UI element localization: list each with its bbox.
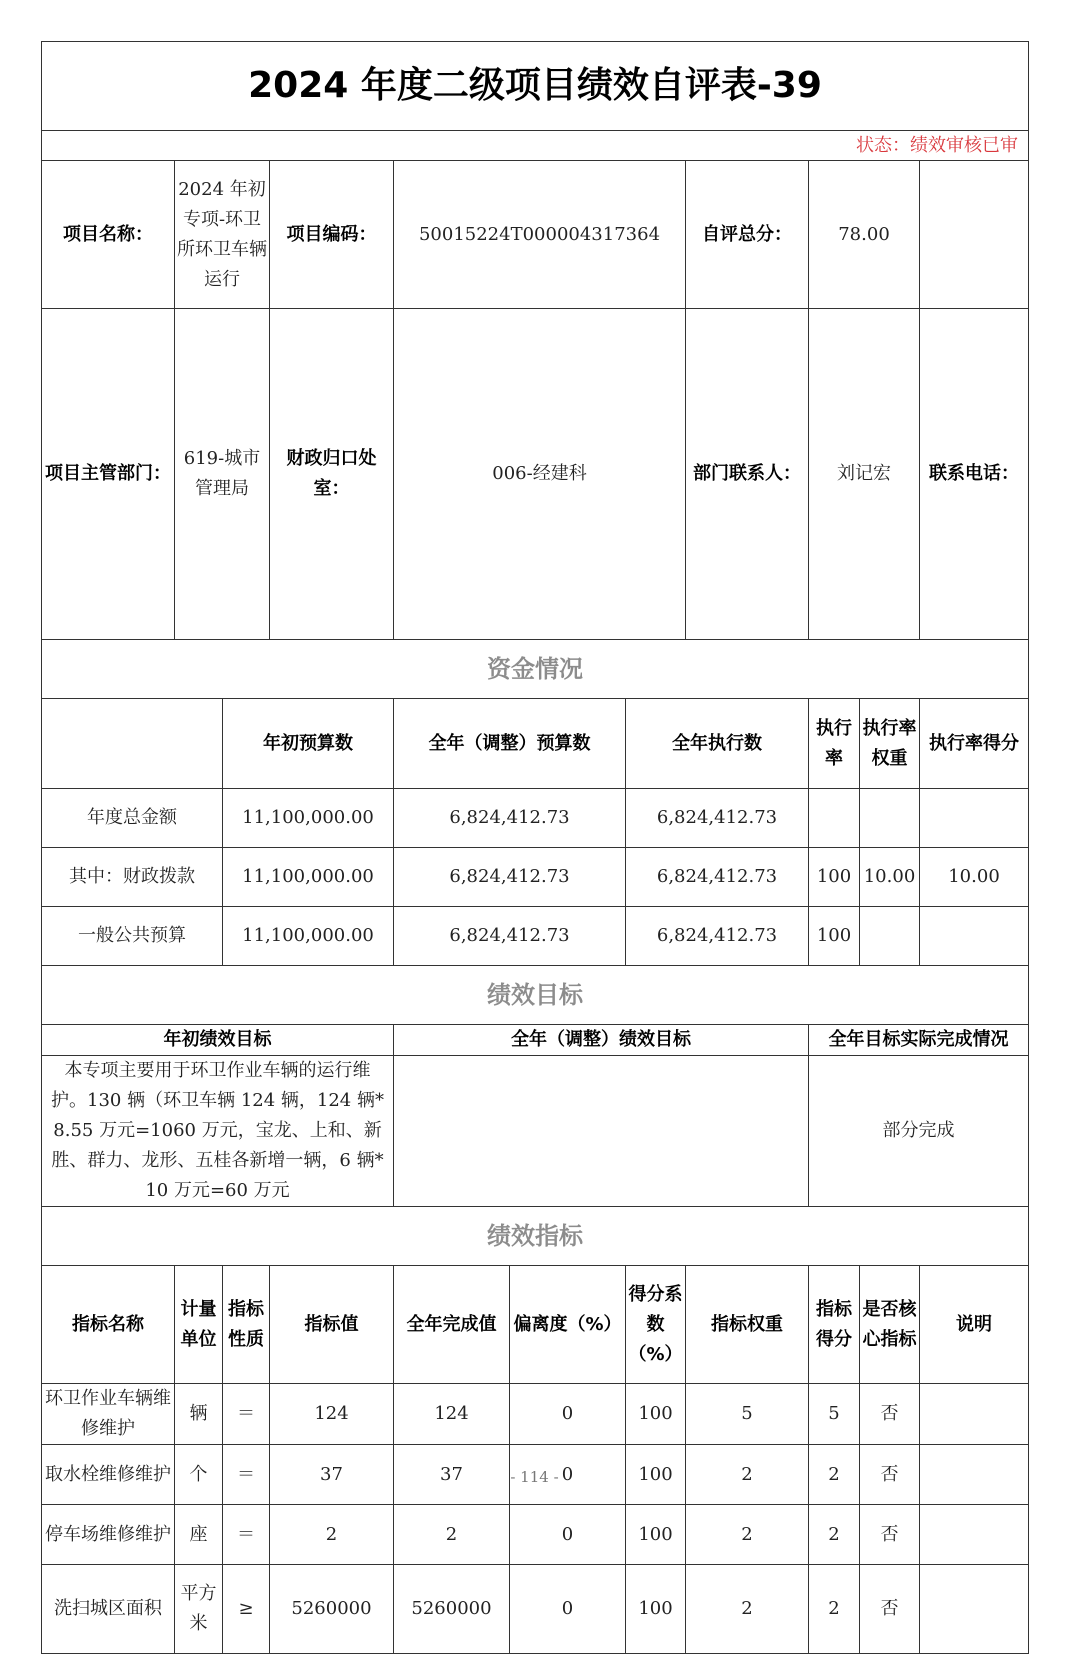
ind-core: 否 bbox=[860, 1505, 920, 1565]
evaluation-sheet bbox=[41, 41, 1028, 1654]
funds-row-executed: 6,824,412.73 bbox=[626, 907, 809, 966]
ind-deviation: 0 bbox=[510, 1565, 626, 1654]
ind-name: 停车场维修维护 bbox=[42, 1505, 175, 1565]
ind-header-unit: 计量单位 bbox=[175, 1266, 223, 1384]
funds-header-weight: 执行率权重 bbox=[860, 699, 920, 789]
ind-note bbox=[920, 1565, 1029, 1654]
funds-row-rate: 100 bbox=[809, 907, 860, 966]
ind-core: 否 bbox=[860, 1445, 920, 1505]
ind-header-coef: 得分系数（%） bbox=[626, 1266, 686, 1384]
funds-row-initial: 11,100,000.00 bbox=[223, 789, 394, 848]
funds-header-empty bbox=[42, 699, 223, 789]
funds-row-adjusted: 6,824,412.73 bbox=[394, 907, 626, 966]
ind-target: 2 bbox=[270, 1505, 394, 1565]
ind-weight: 2 bbox=[686, 1445, 809, 1505]
ind-score: 5 bbox=[809, 1384, 860, 1445]
funds-row-executed: 6,824,412.73 bbox=[626, 848, 809, 907]
ind-target: 37 bbox=[270, 1445, 394, 1505]
ind-coef: 100 bbox=[626, 1565, 686, 1654]
ind-actual: 2 bbox=[394, 1505, 510, 1565]
ind-core: 否 bbox=[860, 1384, 920, 1445]
ind-weight: 2 bbox=[686, 1505, 809, 1565]
ind-note bbox=[920, 1384, 1029, 1445]
ind-unit: 辆 bbox=[175, 1384, 223, 1445]
indicator-row bbox=[42, 1565, 1029, 1654]
funds-row-rate: 100 bbox=[809, 848, 860, 907]
ind-score: 2 bbox=[809, 1565, 860, 1654]
contact-label: 部门联系人： bbox=[686, 309, 809, 640]
ind-header-name: 指标名称 bbox=[42, 1266, 175, 1384]
goals-header-initial: 年初绩效目标 bbox=[42, 1025, 394, 1056]
funds-header-initial: 年初预算数 bbox=[223, 699, 394, 789]
ind-actual: 124 bbox=[394, 1384, 510, 1445]
ind-unit: 座 bbox=[175, 1505, 223, 1565]
funds-row bbox=[42, 848, 1029, 907]
ind-header-note: 说明 bbox=[920, 1266, 1029, 1384]
ind-score: 2 bbox=[809, 1505, 860, 1565]
ind-note bbox=[920, 1505, 1029, 1565]
ind-actual: 5260000 bbox=[394, 1565, 510, 1654]
score-extra-cell bbox=[920, 161, 1029, 309]
funds-row-rate bbox=[809, 789, 860, 848]
goals-section-title: 绩效目标 bbox=[42, 966, 1029, 1025]
ind-name: 取水栓维修维护 bbox=[42, 1445, 175, 1505]
score-label: 自评总分： bbox=[686, 161, 809, 309]
funds-row bbox=[42, 907, 1029, 966]
funds-row-adjusted: 6,824,412.73 bbox=[394, 848, 626, 907]
ind-core: 否 bbox=[860, 1565, 920, 1654]
ind-coef: 100 bbox=[626, 1384, 686, 1445]
score-value: 78.00 bbox=[809, 161, 920, 309]
ind-header-score: 指标得分 bbox=[809, 1266, 860, 1384]
ind-deviation: 0 bbox=[510, 1505, 626, 1565]
dept-label: 项目主管部门： bbox=[42, 309, 175, 640]
funds-row-executed: 6,824,412.73 bbox=[626, 789, 809, 848]
ind-weight: 2 bbox=[686, 1565, 809, 1654]
evaluation-table bbox=[41, 41, 1029, 1654]
goals-adjusted-text bbox=[394, 1056, 809, 1207]
goals-header-adjusted: 全年（调整）绩效目标 bbox=[394, 1025, 809, 1056]
ind-name: 环卫作业车辆维修维护 bbox=[42, 1384, 175, 1445]
finance-value: 006-经建科 bbox=[394, 309, 686, 640]
page-number: - 114 - bbox=[510, 1468, 559, 1486]
contact-value: 刘记宏 bbox=[809, 309, 920, 640]
ind-deviation: 0 bbox=[510, 1445, 626, 1505]
project-code-label: 项目编码： bbox=[270, 161, 394, 309]
ind-nature: ≥ bbox=[223, 1565, 270, 1654]
project-name-value: 2024 年初专项-环卫所环卫车辆运行 bbox=[175, 161, 270, 309]
ind-unit: 个 bbox=[175, 1445, 223, 1505]
funds-row-initial: 11,100,000.00 bbox=[223, 907, 394, 966]
status-badge: 状态：绩效审核已审 bbox=[42, 131, 1029, 161]
funds-row-score bbox=[920, 789, 1029, 848]
ind-unit: 平方米 bbox=[175, 1565, 223, 1654]
ind-deviation: 0 bbox=[510, 1384, 626, 1445]
ind-weight: 5 bbox=[686, 1384, 809, 1445]
indicator-row bbox=[42, 1505, 1029, 1565]
ind-actual: 37 bbox=[394, 1445, 510, 1505]
page-title: 2024 年度二级项目绩效自评表-39 bbox=[42, 42, 1029, 131]
ind-header-core: 是否核心指标 bbox=[860, 1266, 920, 1384]
funds-row-weight: 10.00 bbox=[860, 848, 920, 907]
funds-row-initial: 11,100,000.00 bbox=[223, 848, 394, 907]
funds-row-score: 10.00 bbox=[920, 848, 1029, 907]
ind-coef: 100 bbox=[626, 1505, 686, 1565]
finance-label: 财政归口处室： bbox=[270, 309, 394, 640]
goals-actual-text: 部分完成 bbox=[809, 1056, 1029, 1207]
ind-coef: 100 bbox=[626, 1445, 686, 1505]
funds-header-adjusted: 全年（调整）预算数 bbox=[394, 699, 626, 789]
phone-label: 联系电话： bbox=[920, 309, 1029, 640]
funds-row-name: 一般公共预算 bbox=[42, 907, 223, 966]
funds-header-executed: 全年执行数 bbox=[626, 699, 809, 789]
ind-target: 5260000 bbox=[270, 1565, 394, 1654]
ind-header-weight: 指标权重 bbox=[686, 1266, 809, 1384]
ind-nature: ＝ bbox=[223, 1445, 270, 1505]
ind-name: 洗扫城区面积 bbox=[42, 1565, 175, 1654]
funds-row-adjusted: 6,824,412.73 bbox=[394, 789, 626, 848]
ind-header-deviation: 偏离度（%） bbox=[510, 1266, 626, 1384]
indicators-section-title: 绩效指标 bbox=[42, 1207, 1029, 1266]
funds-row bbox=[42, 789, 1029, 848]
ind-header-actual: 全年完成值 bbox=[394, 1266, 510, 1384]
funds-header-rate: 执行率 bbox=[809, 699, 860, 789]
funds-row-name: 其中：财政拨款 bbox=[42, 848, 223, 907]
ind-header-target: 指标值 bbox=[270, 1266, 394, 1384]
goals-header-actual: 全年目标实际完成情况 bbox=[809, 1025, 1029, 1056]
ind-target: 124 bbox=[270, 1384, 394, 1445]
project-name-label: 项目名称： bbox=[42, 161, 175, 309]
funds-row-weight bbox=[860, 907, 920, 966]
indicator-row bbox=[42, 1384, 1029, 1445]
ind-score: 2 bbox=[809, 1445, 860, 1505]
dept-value: 619-城市管理局 bbox=[175, 309, 270, 640]
funds-row-score bbox=[920, 907, 1029, 966]
project-code-value: 50015224T000004317364 bbox=[394, 161, 686, 309]
ind-nature: ＝ bbox=[223, 1384, 270, 1445]
funds-row-weight bbox=[860, 789, 920, 848]
goals-initial-text: 本专项主要用于环卫作业车辆的运行维护。130 辆（环卫车辆 124 辆，124 辆*8.55 万元=1060 万元，宝龙、上和、新胜、群力、龙形、五桂各新增一辆，6 辆*10 万元=60 万元 bbox=[42, 1056, 394, 1207]
funds-row-name: 年度总金额 bbox=[42, 789, 223, 848]
funds-header-score: 执行率得分 bbox=[920, 699, 1029, 789]
ind-nature: ＝ bbox=[223, 1505, 270, 1565]
ind-header-nature: 指标性质 bbox=[223, 1266, 270, 1384]
funds-section-title: 资金情况 bbox=[42, 640, 1029, 699]
